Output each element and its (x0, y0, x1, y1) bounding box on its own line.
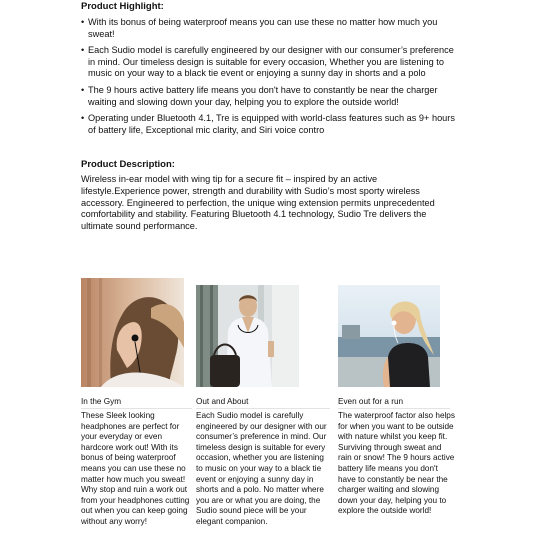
column-body: Each Sudio model is carefully engineered by our designer with our consumer’s preference in mind. Our timeless design is suitable for every occasion, whether you are listening to music on your way to a black tie event or enjoying a sunny day in shorts and a polo. No matter where you are or what you are doing, the Sudio sound piece will be your elegant companion. (196, 411, 327, 526)
highlight-item: • Each Sudio model is carefully engineered by our designer with our consumer’s preference in mind. Our timeless design is suitable for every occasion, Whether you are listening to music on your way to a black tie event or enjoying a sunny day in shorts and a polo (81, 45, 461, 80)
feature-column-run (338, 278, 455, 516)
column-divider (81, 408, 192, 409)
column-caption: Even out for a run (338, 397, 404, 406)
column-divider (196, 408, 330, 409)
column-body: The waterproof factor also helps for when you want to be outside with nature whilst you keep fit. Surviving through sweat and rain or snow! The 9 hours active battery life means you don't have to constantly be near the charger waiting and slowing down your day, helping you to explore the outside world! (338, 411, 455, 516)
feature-column-gym (81, 278, 190, 526)
man-photo (196, 285, 299, 387)
description-title: Product Description: (81, 159, 175, 171)
feature-column-out-and-about (196, 278, 327, 526)
product-text-section (81, 0, 461, 232)
highlight-list (81, 17, 461, 136)
highlight-item: • Operating under Bluetooth 4.1, Tre is equipped with world-class features such as 9+ hours of battery life, Exceptional mic clarity, and Siri voice contro (81, 113, 461, 136)
column-divider (338, 408, 450, 409)
highlight-item: • The 9 hours active battery life means you don't have to constantly be near the charger waiting and slowing down your day, helping you to explore the outside world! (81, 85, 461, 108)
description-text: Wireless in-ear model with wing tip for a secure fit – inspired by an active lifestyle.Experience power, strength and durability with Sudio’s most sporty wireless accessory. Engineered to perfection, the unique wing extension permits unprecedented comfortability and stability. Featuring Bluetooth 4.1 technology, Sudio Tre delivers the ultimate sound performance. (81, 174, 435, 231)
runner-photo (338, 285, 440, 387)
column-caption: In the Gym (81, 397, 122, 406)
column-body: These Sleek looking headphones are perfect for your everyday or even hardcore work out! With its bonus of being waterproof means you can use these no matter how much you sweat! Why stop and ruin a work out from your headphones cutting out when you can keep going without any worry! (81, 411, 190, 526)
highlight-title: Product Highlight: (81, 1, 164, 12)
highlight-item: • With its bonus of being waterproof means you can use these no matter how much you sweat! (81, 17, 461, 40)
gym-photo (81, 278, 184, 387)
column-caption: Out and About (196, 397, 249, 406)
